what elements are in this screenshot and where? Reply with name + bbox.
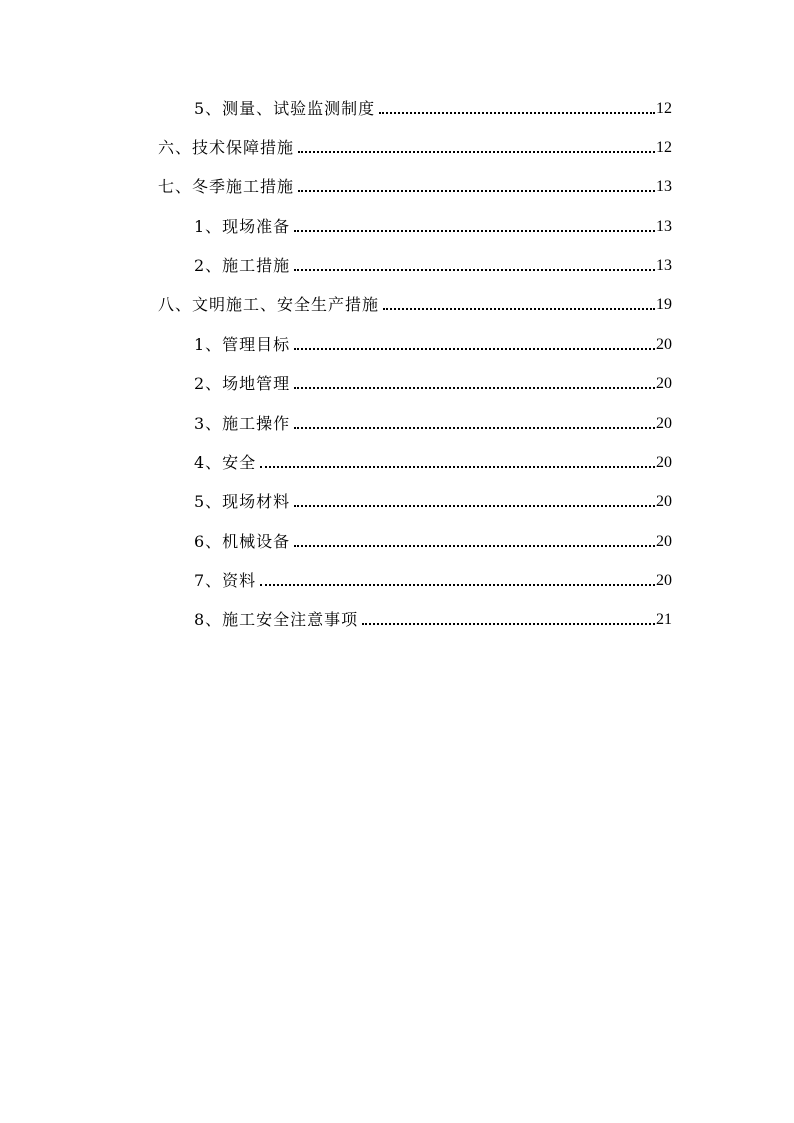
toc-entry-label: 1、管理目标 (194, 335, 291, 354)
toc-entry-label: 8、施工安全注意事项 (194, 610, 359, 629)
toc-entry[interactable] (194, 255, 672, 277)
toc-entry-label: 七、冬季施工措施 (158, 177, 295, 196)
toc-page-number: 12 (656, 100, 672, 117)
toc-dot-leader (294, 348, 655, 350)
toc-dot-leader (294, 269, 655, 271)
toc-entry[interactable] (194, 98, 672, 120)
toc-entry[interactable] (194, 452, 672, 474)
toc-entry[interactable] (158, 137, 672, 159)
toc-page-number: 20 (656, 493, 672, 510)
toc-page-number: 20 (656, 572, 672, 589)
toc-dot-leader (260, 466, 655, 468)
toc-entry-label: 2、施工措施 (194, 256, 291, 275)
toc-dot-leader (294, 505, 655, 507)
toc-dot-leader (298, 151, 655, 153)
toc-page-number: 20 (656, 415, 672, 432)
toc-dot-leader (298, 190, 655, 192)
toc-entry[interactable] (194, 373, 672, 395)
toc-page-number: 19 (656, 296, 672, 313)
toc-dot-leader (294, 545, 655, 547)
toc-entry-label: 3、施工操作 (194, 414, 291, 433)
toc-entry[interactable] (158, 294, 672, 316)
toc-page-number: 12 (656, 139, 672, 156)
toc-entry[interactable] (158, 176, 672, 198)
toc-dot-leader (260, 584, 655, 586)
toc-dot-leader (362, 623, 655, 625)
toc-entry-label: 2、场地管理 (194, 374, 291, 393)
toc-page-number: 20 (656, 454, 672, 471)
toc-page-number: 21 (656, 611, 672, 628)
toc-dot-leader (383, 308, 655, 310)
toc-entry-label: 6、机械设备 (194, 532, 291, 551)
toc-entry[interactable] (194, 413, 672, 435)
toc-page-number: 13 (656, 218, 672, 235)
toc-entry[interactable] (194, 609, 672, 631)
toc-page-number: 20 (656, 533, 672, 550)
toc-entry-label: 六、技术保障措施 (158, 138, 295, 157)
toc-entry[interactable] (194, 216, 672, 238)
toc-entry[interactable] (194, 334, 672, 356)
toc-entry[interactable] (194, 531, 672, 553)
toc-dot-leader (294, 427, 655, 429)
toc-page-number: 20 (656, 375, 672, 392)
toc-dot-leader (294, 387, 655, 389)
toc-entry[interactable] (194, 570, 672, 592)
toc-entry[interactable] (194, 491, 672, 513)
toc-page-number: 13 (656, 178, 672, 195)
toc-page-number: 13 (656, 257, 672, 274)
toc-entry-label: 5、现场材料 (194, 492, 291, 511)
toc-dot-leader (379, 112, 655, 114)
toc-entry-label: 1、现场准备 (194, 217, 291, 236)
toc-entry-label: 4、安全 (194, 453, 257, 472)
toc-entry-label: 7、资料 (194, 571, 257, 590)
toc-entry-label: 5、测量、试验监测制度 (194, 99, 376, 118)
toc-page-number: 20 (656, 336, 672, 353)
toc-dot-leader (294, 230, 655, 232)
toc-entry-label: 八、文明施工、安全生产措施 (158, 295, 380, 314)
